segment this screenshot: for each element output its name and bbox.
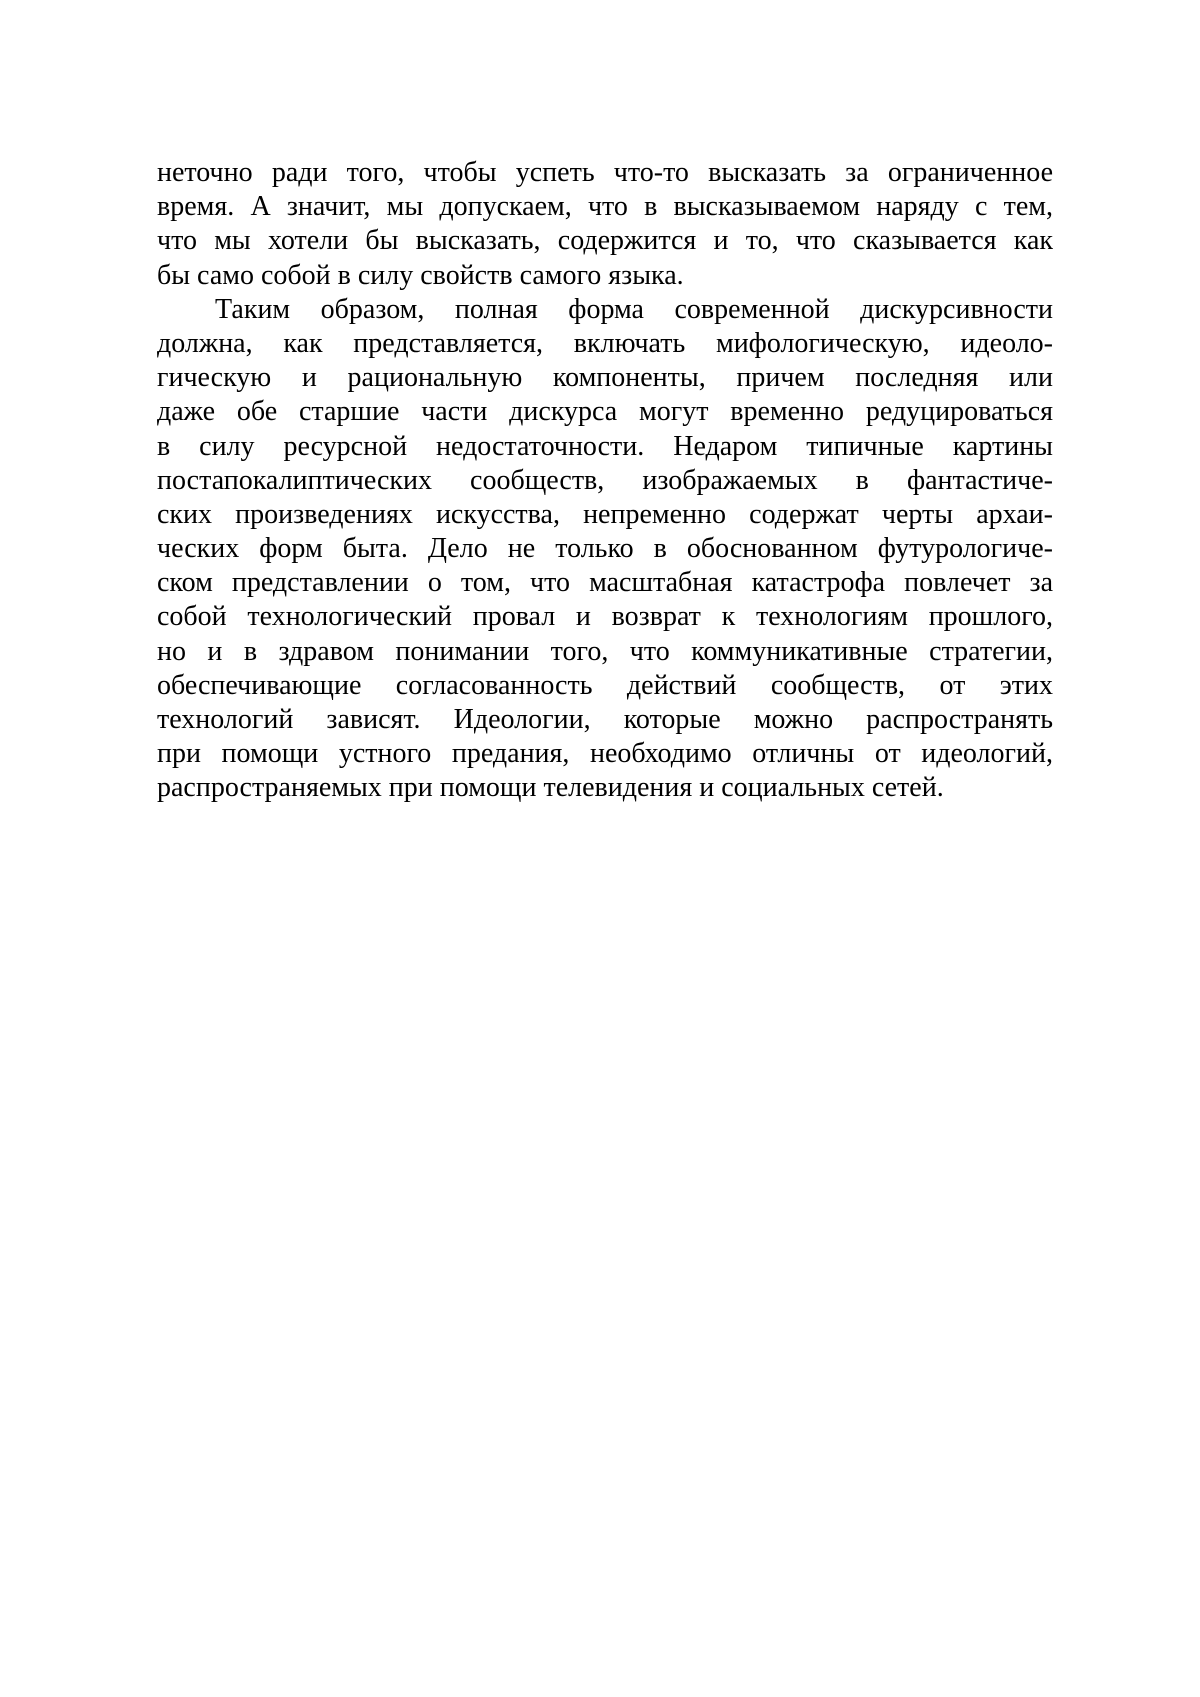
text-line: ском представлении о том, что масштабная катастрофа повлечет за <box>157 567 1053 599</box>
text-line: даже обе старшие части дискурса могут временно редуцироваться <box>157 396 1053 428</box>
text-line: собой технологический провал и возврат к технологиям прошлого, <box>157 601 1053 633</box>
text-line: время. А значит, мы допускаем, что в высказываемом наряду с тем, <box>157 191 1053 223</box>
paragraph-2 <box>157 293 1053 806</box>
text-line: гическую и рациональную компоненты, причем последняя или <box>157 362 1053 394</box>
text-line: бы само собой в силу свойств самого языка. <box>157 259 684 291</box>
text-line: в силу ресурсной недостаточности. Недаром типичные картины <box>157 430 1053 462</box>
text-line: но и в здравом понимании того, что коммуникативные стратегии, <box>157 635 1053 667</box>
text-line: постапокалиптических сообществ, изображаемых в фантастиче- <box>157 464 1053 496</box>
text-line: обеспечивающие согласованность действий сообществ, от этих <box>157 669 1053 701</box>
text-line: должна, как представляется, включать мифологическую, идеоло- <box>157 327 1053 359</box>
text-line: неточно ради того, чтобы успеть что-то высказать за ограниченное <box>157 157 1053 188</box>
paragraph-1 <box>157 156 1053 293</box>
body-text <box>157 156 1053 806</box>
text-line: ских произведениях искусства, непременно содержат черты архаи- <box>157 498 1053 530</box>
text-line: Таким образом, полная форма современной дискурсивности <box>215 293 1053 325</box>
text-line: ческих форм быта. Дело не только в обоснованном футурологиче- <box>157 533 1053 565</box>
text-line: что мы хотели бы высказать, содержится и то, что сказывается как <box>157 225 1053 257</box>
text-line: при помощи устного предания, необходимо отличны от идеологий, <box>157 738 1053 770</box>
text-line: распространяемых при помощи телевидения и социальных сетей. <box>157 772 944 804</box>
text-line: технологий зависят. Идеологии, которые можно распространять <box>157 704 1053 735</box>
